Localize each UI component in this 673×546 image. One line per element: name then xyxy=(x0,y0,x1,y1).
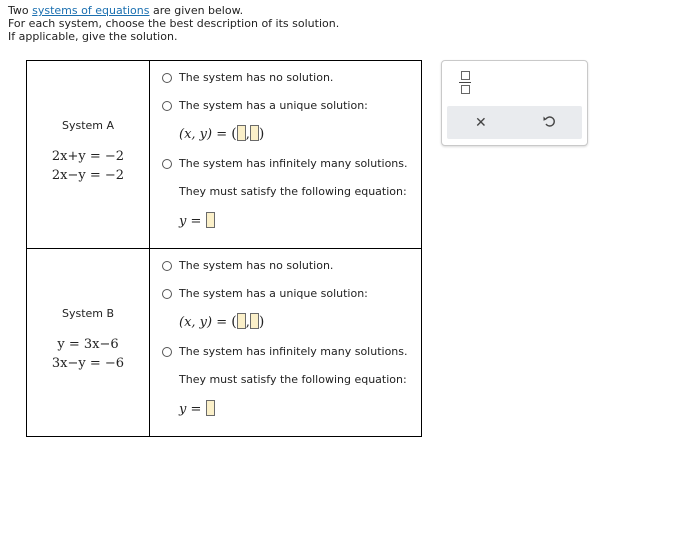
system-a-y-input[interactable] xyxy=(250,125,259,141)
system-a-equation-input[interactable] xyxy=(206,212,215,228)
system-b-must-satisfy: They must satisfy the following equation: xyxy=(179,373,407,386)
radio-button[interactable] xyxy=(162,101,172,111)
system-b-option-no-solution[interactable]: The system has no solution. xyxy=(162,259,333,272)
system-a-options xyxy=(150,61,422,249)
instructions-line-2: For each system, choose the best description of its solution. xyxy=(8,17,340,30)
system-a-xy-answer: (x, y) = ( , ) xyxy=(179,126,265,142)
system-a-option-no-solution[interactable]: The system has no solution. xyxy=(162,71,333,84)
systems-of-equations-link[interactable]: systems of equations xyxy=(32,4,150,17)
system-b-equation-input[interactable] xyxy=(206,400,215,416)
radio-button[interactable] xyxy=(162,261,172,271)
system-a-eq1: 2x+y = −2 xyxy=(51,149,125,164)
math-tools-panel xyxy=(441,60,588,146)
radio-button[interactable] xyxy=(162,159,172,169)
system-a-row xyxy=(27,61,422,249)
radio-button[interactable] xyxy=(162,73,172,83)
systems-table xyxy=(26,60,422,437)
system-b-xy-answer: (x, y) = ( , ) xyxy=(179,314,265,330)
y-equals-label: y = xyxy=(179,214,202,229)
system-a-label: System A xyxy=(61,119,115,132)
instructions xyxy=(8,4,339,43)
system-b-option-infinite[interactable]: The system has infinitely many solutions. xyxy=(162,345,408,358)
system-b-x-input[interactable] xyxy=(237,313,246,329)
system-b-cell xyxy=(27,249,150,437)
system-b-y-equation xyxy=(179,400,215,417)
system-a-option-unique[interactable]: The system has a unique solution: xyxy=(162,99,368,112)
system-b-options xyxy=(150,249,422,437)
xy-label: (x, y) = xyxy=(179,315,228,330)
system-b-y-input[interactable] xyxy=(250,313,259,329)
system-b-equations xyxy=(27,335,149,373)
radio-button[interactable] xyxy=(162,289,172,299)
radio-button[interactable] xyxy=(162,347,172,357)
system-a-equations xyxy=(27,147,149,185)
tool-action-row xyxy=(447,106,582,139)
system-a-option-infinite[interactable]: The system has infinitely many solutions. xyxy=(162,157,408,170)
system-a-eq2: 2x−y = −2 xyxy=(51,168,125,183)
system-b-eq2: 3x−y = −6 xyxy=(51,356,125,371)
xy-label: (x, y) = xyxy=(179,127,228,142)
instructions-line-3: If applicable, give the solution. xyxy=(8,30,178,43)
system-a-x-input[interactable] xyxy=(237,125,246,141)
system-b-eq1: y = 3x−6 xyxy=(57,337,119,352)
system-a-y-equation xyxy=(179,212,215,229)
system-b-label: System B xyxy=(61,307,115,320)
system-a-must-satisfy: They must satisfy the following equation: xyxy=(179,185,407,198)
system-a-cell xyxy=(27,61,150,249)
system-b-option-unique[interactable]: The system has a unique solution: xyxy=(162,287,368,300)
fraction-icon[interactable] xyxy=(459,71,471,95)
instructions-line-1: Two systems of equations are given below. xyxy=(8,4,244,17)
system-b-row xyxy=(27,249,422,437)
y-equals-label: y = xyxy=(179,402,202,417)
x-icon[interactable]: ✕ xyxy=(475,115,487,131)
undo-icon[interactable] xyxy=(542,114,556,131)
